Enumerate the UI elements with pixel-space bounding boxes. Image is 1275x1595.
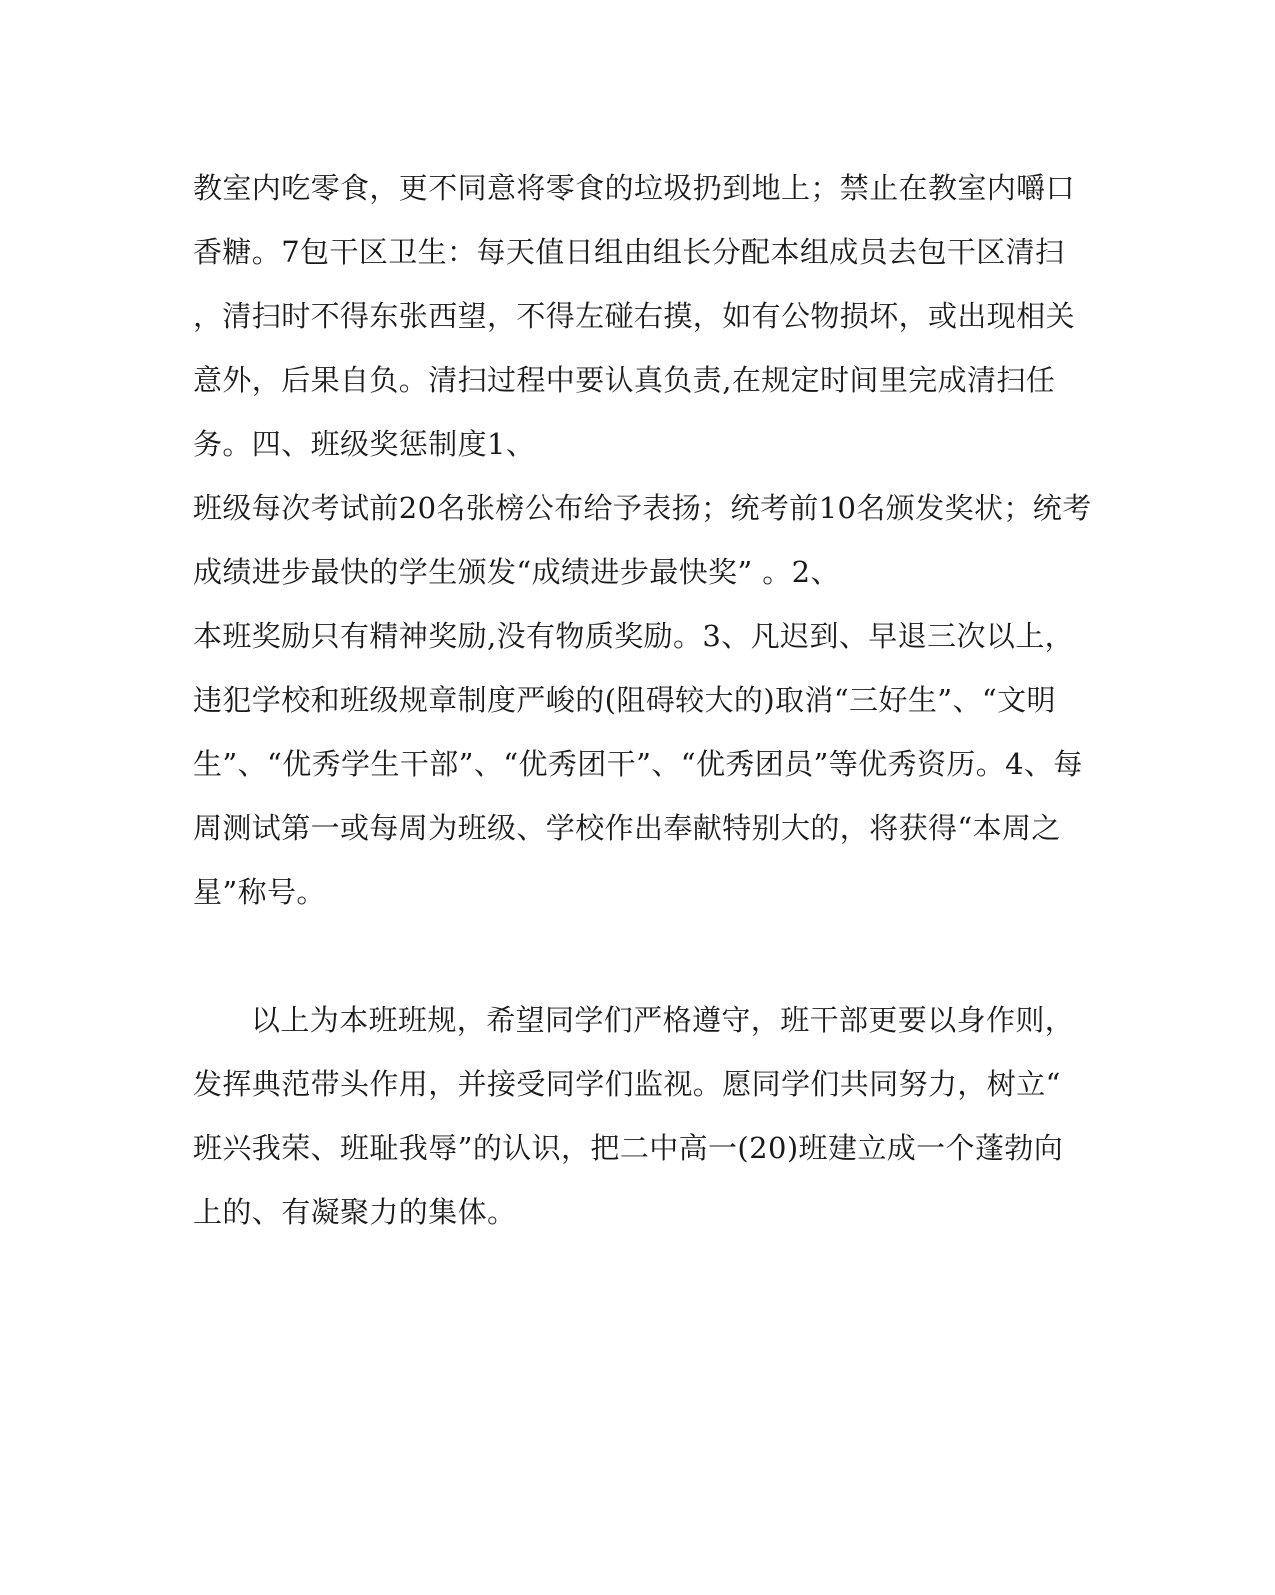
text-line: 以上为本班班规，希望同学们严格遵守，班干部更要以身作则，	[251, 1003, 1075, 1037]
text-line: 违犯学校和班级规章制度严峻的(阻碍较大的)取消“三好生”、“文明	[193, 683, 1056, 717]
text-line: 教室内吃零食，更不同意将零食的垃圾扔到地上；禁止在教室内嚼口	[193, 171, 1076, 205]
text-line: 本班奖励只有精神奖励,没有物质奖励。3、凡迟到、早退三次以上，	[193, 619, 1075, 653]
text-line: 务。四、班级奖惩制度1、	[193, 427, 536, 461]
text-line: 生”、“优秀学生干部”、“优秀团干”、“优秀团员”等优秀资历。4、每	[193, 747, 1083, 781]
text-line: 周测试第一或每周为班级、学校作出奉献特别大的，将获得“本周之	[193, 811, 1061, 845]
text-line: 星”称号。	[193, 875, 326, 909]
text-line: 成绩进步最快的学生颁发“成绩进步最快奖” 。2、	[193, 555, 840, 589]
text-line: 发挥典范带头作用，并接受同学们监视。愿同学们共同努力，树立“	[193, 1067, 1061, 1101]
text-line: 班级每次考试前20名张榜公布给予表扬；统考前10名颁发奖状；统考	[193, 491, 1092, 525]
text-line: 香糖。7包干区卫生：每天值日组由组长分配本组成员去包干区清扫	[193, 235, 1065, 269]
text-line: 上的、有凝聚力的集体。	[193, 1195, 517, 1229]
text-line: ，清扫时不得东张西望，不得左碰右摸，如有公物损坏，或出现相关	[193, 299, 1076, 333]
text-line: 班兴我荣、班耻我辱”的认识，把二中高一(20)班建立成一个蓬勃向	[193, 1131, 1064, 1165]
text-line: 意外，后果自负。清扫过程中要认真负责,在规定时间里完成清扫任	[193, 363, 1056, 397]
